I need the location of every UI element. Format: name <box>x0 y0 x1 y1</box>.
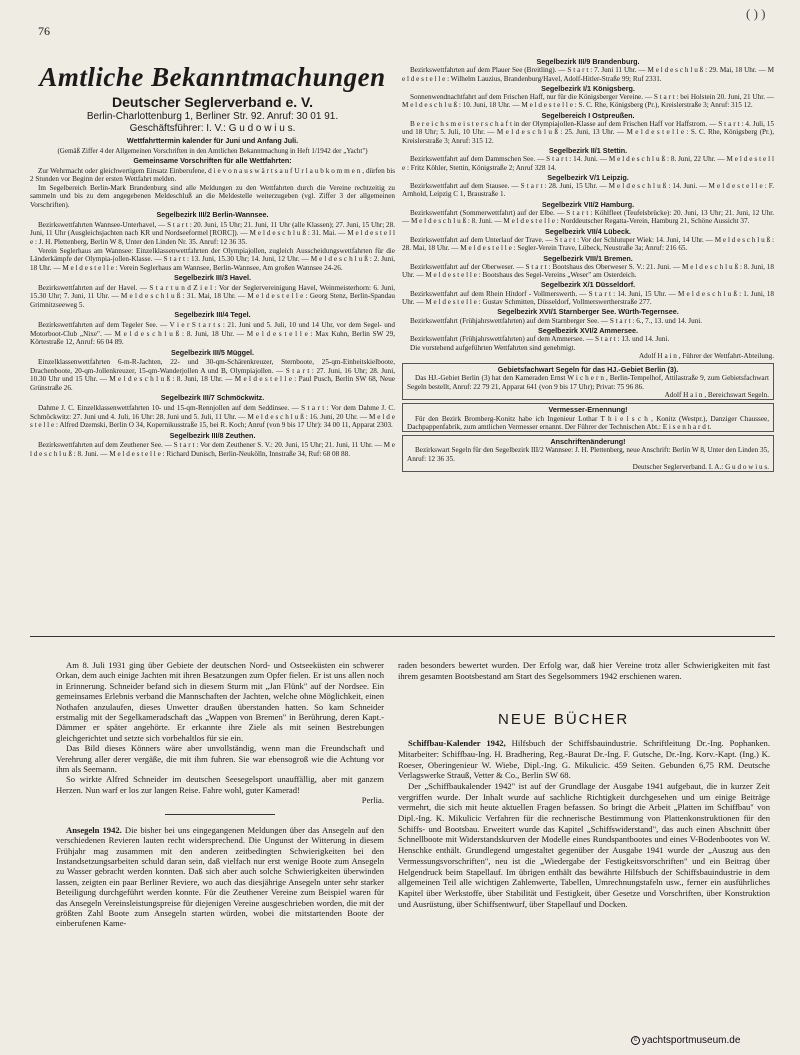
copyright-icon: c <box>631 1036 640 1045</box>
heading-district: Segelbezirk III/8 Zeuthen. <box>169 430 256 440</box>
announcements-right-column <box>402 56 774 622</box>
watermark <box>628 1034 743 1047</box>
paragraph: Verein Seglerhaus am Wannsee: Einzelklassenwettfahrten der Olympiajollen, zugleich Ausscheidungswettfahrten für die Länderkämpfe der Olympia-jollen-Klasse. — S t a r t : 13. Juni, 15.30 Uhr; 14. Juni, 12 Uhr. — M e l d e s c h l u ß : 2. Juni, 18 Uhr. — M e l d e s t e l l e : Verein Seglerhaus am Wannsee, Berlin-Wannsee, Am großen Wannsee 24-26. <box>30 246 395 272</box>
notice-box-surveyor <box>402 403 774 432</box>
paragraph: Bezirkswettfahrten auf dem Zeuthener See. — S t a r t : Vor dem Zeuthener S. V.: 20. Juni, 15 Uhr; 21. Juni, 11 Uhr. — M e l d e s c h l u ß : 8. Juni. — M e l d e s t e l l e : Richard Dunisch, Berlin-Neukölln, Innstraße 34, Ruf: 68 08 88. <box>30 441 395 458</box>
paragraph: Das HJ.-Gebiet Berlin (3) hat den Kameraden Ernst W i c h e r n , Berlin-Tempelhof, Attilastraße 9, zum Gebietsfachwart Segeln bestellt, Anruf: 22 79 21, Apparat 641 (von 9 bis 17 Uhr); Privat: 75 96 86. <box>407 374 769 391</box>
heading-district: Segelbezirk V/1 Leipzig. <box>547 172 629 182</box>
heading-district: Segelbezirk III/9 Brandenburg. <box>536 57 640 66</box>
short-divider <box>165 814 275 815</box>
paragraph: Bezirkswettfahrt (Frühjahrswettfahrten) auf dem Starnberger See. — S t a r t : 6., 7., 13. und 14. Juni. <box>410 316 703 325</box>
paragraph: Dahme J. C. Einzelklassenwettfahrten 10- und 15-qm-Rennjollen auf dem Seddinsee. — S t a r t : Vor dem Dahme J. C. Schmöckwitz: 27. Juni und 4. Juli, 16 Uhr: 28. Juni und 5. Juli, 11 Uhr. — M e l d e s c h l u ß : 16. Juni, 20 Uhr. — M e l d e s t e l l e : Alfred Dzemski, Berlin O 34, Kopernikusstraße 15, bei R. Koch; Anruf (von 9 bis 17 Uhr): 34 00 11, Apparat 2303. <box>30 404 395 430</box>
paragraph: Bezirkswettfahrt auf dem Dammschen See. — S t a r t : 14. Juni. — M e l d e s c h l u ß : 8. Juni, 22 Uhr. — M e l d e s t e l l e : Fritz Köhler, Stettin, Königstraße 2; Anruf 328 14. <box>402 155 774 172</box>
page-number: 76 <box>38 24 50 38</box>
lead-in: Ansegeln 1942. <box>66 824 122 835</box>
paragraph: Die vorstehend aufgeführten Wettfahrten sind genehmigt. <box>410 343 576 352</box>
heading-district: Segelbezirk III/4 Tegel. <box>174 310 251 320</box>
paragraph: Im Segelbereich Berlin-Mark Brandenburg sind alle Meldungen zu den Wettfahrten durch die Vereine rechtzeitig zu sammeln und bis zu dem angegebenen Meldeschluß an die Meldestelle weiterzugeben (vgl. Ziffer 3 der allgemeinen Vorschriften). <box>30 183 395 209</box>
heading-district: Segelbezirk III/5 Müggel. <box>170 347 255 357</box>
paragraph-ansegeln <box>56 825 384 929</box>
signature: Adolf H a i n , Bereichswart Segeln. <box>664 390 769 399</box>
paragraph: Bezirkswettfahrten auf dem Plauer See (Breitling). — S t a r t : 7. Juni 11 Uhr. — M e l d e s c h l u ß : 29. Mai, 18 Uhr. — M e l d e s t e l l e : Wilhelm Lauzius, Brandenburg/Havel, Adolf-Hitler-Straße 99; Ruf 2331. <box>402 66 774 83</box>
paragraph: Bezirkswettfahrt auf dem Rhein Hitdorf - Vollmerswerth. — S t a r t : 14. Juni, 15 Uhr. — M e l d e s c h l u ß : 1. Juni, 18 Uhr. — M e l d e s t e l l e : Gustav Schmitten, Düsseldorf, Vollmerswertherstraße 277. <box>402 289 774 307</box>
heading-district: Segelbezirk I/1 Königsberg. <box>541 83 635 93</box>
obituary-column <box>56 660 384 1050</box>
paragraph: Bezirkswettfahrten auf dem Tegeler See. — V i e r S t a r t s : 21. Juni und 5. Juli, 10 und 14 Uhr, vor dem Segel- und Motorboot-Club „Nixe". — M e l d e s c h l u ß : 8. Juni, 18 Uhr. — M e l d e s t e l l e : Max Kuhn, Berlin SW 29, Körtestraße 12, Anruf: 66 04 89. <box>30 321 395 347</box>
heading-notice: Anschriftenänderung! <box>550 437 626 447</box>
paragraph: B e r e i c h s m e i s t e r s c h a f t in der Olympiajollen-Klasse auf dem Frischen Haff vor Haffstrom. — S t a r t : 4. Juli, 15 und 18 Uhr; 5. Juli, 10 Uhr. — M e l d e s c h l u ß : 25. Juni, 13 Uhr. — M e l d e s t e l l e : S. C. Rhe, Königsberg (Pr.), Kreislerstraße 3; Anruf: 315 12. <box>402 120 774 145</box>
heading-district: Segelbezirk III/7 Schmöckwitz. <box>160 393 265 403</box>
heading-district: Segelbezirk XVI/1 Starnberger See. Würth-Tegernsee. <box>497 307 679 317</box>
paragraph: Bezirkswettfahrt (Frühjahrswettfahrten) auf dem Ammersee. — S t a r t : 13. und 14. Juni. <box>410 335 670 344</box>
corner-mark: ( ) ) <box>746 6 766 21</box>
paragraph: Einzelklassenwettfahrten 6-m-R-Jachten, 22- und 30-qm-Schärenkreuzer, Sternboote, 25-qm-Einheitskielboote, Drachenboote, 20-qm-Jollenkreuzer, 15-qm-Wanderjollen A und B, Olympiajollen. — S t a r t : 27. Juni, 16 Uhr; 28. Juni, 10.30 Uhr und 15 Uhr. — M e l d e s c h l u ß : 8. Juni, 18 Uhr. — M e l d e s t e l l e : Paul Pusch, Berlin SW 68, Neue Grünstraße 26. <box>30 358 395 392</box>
heading-district: Segelbezirk XVI/2 Ammersee. <box>537 325 638 335</box>
heading-common-rules: Gemeinsame Vorschriften für alle Wettfahrten: <box>133 156 292 165</box>
book-details: Hilfsbuch der Schiffsbauindustrie. Schriftleitung Dr.-Ing. Pophanken. Mitarbeiter: Schiffbau-Ing. H. Bradhering, Reg.-Baurat Dr.-Ing. F. Gutsche, Dr.-Ing. Korv.-Kapt. (Ing.) K. Roeser, Oberingenieur W. Wiebe, Dipl.-Ing. G. Mikulicic. 459 Seiten. Gebunden 6,75 RM. Deutsche Verlagswerke Strauß, Vetter & Co., Berlin SW 68. <box>398 738 770 781</box>
author-signature: Perlia. <box>361 795 384 806</box>
organization-name: Deutscher Seglerverband e. V. <box>111 94 314 110</box>
notice-box-address-change <box>402 435 774 472</box>
paragraph: Der „Schiffbaukalender 1942" ist auf der Grundlage der Ausgabe 1941 aufgebaut, die in kurzer Zeit vergriffen wurde. Der Inhalt wurde auf sachliche Richtigkeit durchgesehen und um einige Beiträge vermehrt, die sich mit heute aktuellen Fragen befassen. So bringt die Arbeit „Platten im Schiffbau" von Dipl.-Ing. K. Mikulicic Verfahren für die rechnerische Bestimmung von Plattenkonstruktionen für den Schiffs- und Bootsbau. Erweitert wurde das Kapitel „Schiffswiderstand", das auch einen Abschnitt über Schnellboote mit Widerstandskurven der Modelle eines Rundspantbootes und eines V-Bodenbootes von W. Henschke enthält. Grundlegend umgestaltet gegenüber der Ausgabe 1941 wurde der „Auszug aus den Vermessungsvorschriften", neu ist die „Wiedergabe der Festigkeitsvorschriften" und ein Beitrag über Helgendruck beim Stapellauf. Im übrigen enthält das bewährte Hilfsbuch der Schiffsbauindustrie in dem allgemeinen Teil alle wichtigen Zahlenwerte, Tabellen, Umrechnungstafeln usw., ferner ein ausführliches Kapitel über Werkstoffe, über Stabilität und Festigkeit, über Gesetze und Vorschriften, über Konstruktion und Ausrüstung, über Schiffsentwurf, über Stapellauf und Docken. <box>398 780 770 909</box>
paragraph: Bezirkswettfahrt auf dem Unterlauf der Trave. — S t a r t : Vor der Schlutuper Wiek: 14. Juni, 14 Uhr. — M e l d e s c h l u ß : 28. Mai, 18 Uhr. — M e l d e s t e l l e : Segler-Verein Trave, Lübeck, Neustraße 3a; Anruf: 216 65. <box>402 235 774 253</box>
organization-manager: Geschäftsführer: I. V.: G u d o w i u s. <box>129 123 296 134</box>
organization-address: Berlin-Charlottenburg 1, Berliner Str. 92. Anruf: 30 01 91. <box>86 111 339 122</box>
paragraph: Bezirkswettfahrten auf der Havel. — S t a r t u n d Z i e l : Vor der Seglervereinigung Havel, Weinmeisterhorn: 6. Juni, 15.30 Uhr; 7. Juni, 11 Uhr. — M e l d e s c h l u ß : 31. Mai, 18 Uhr. — M e l d e s t e l l e : Georg Stenz, Berlin-Spandau Grimnitzseeweg 5. <box>30 283 395 309</box>
heading-district: Segelbezirk VIII/1 Bremen. <box>543 253 633 263</box>
paragraph: Bezirkswettfahrt (Sommerwettfahrt) auf der Elbe. — S t a r t : Köhlfleet (Teufelsbrücke): 20. Juni, 13 Uhr; 21. Juni, 12 Uhr. — M e l d e s c h l u ß : 8. Juni. — M e l d e s t e l l e : Norddeutscher Regatta-Verein, Hamburg 21, Schöne Aussicht 37. <box>402 209 774 226</box>
paragraph: Das Bild dieses Könners wäre aber unvollständig, wenn man die Freundschaft und Verehrung aller derer vergäße, die mit ihm fuhren. Sie war ebensogroß wie die Achtung vor ihm als Seemann. <box>56 743 384 775</box>
heading-district: Segelbezirk X/1 Düsseldorf. <box>540 280 636 290</box>
paragraph: Für den Bezirk Bromberg-Konitz habe ich Ingenieur Lothar T h i e l s c h , Konitz (Westpr.), Danziger Chaussee, Dachpappenfabrik, zum amtlichen Vermesser ernannt. Der Führer der Technischen Abt.: E i s e n h a r d t. <box>407 414 769 431</box>
signature: Adolf H a i n , Führer der Wettfahrt-Abteilung. <box>638 351 774 360</box>
paragraph-text: Die bisher bei uns eingegangenen Meldungen über das Ansegeln auf den verschiedenen Revieren lauten recht widersprechend. Die Ungunst der Witterung in diesem Frühjahr mag zusammen mit den anderen zeitbedingten Schwierigkeiten bei den Instandsetzungsarbeiten schuld daran sein, daß vielfach nur erst wenige Boote zum Ansegeln zu Wasser gebracht werden konnten. Daß sich aber auch solche Schwierigkeiten überwinden lassen, zeigten ein paar Berliner Reviere, wo auch das diesjährige Ansegeln unter sehr starker Beteiligung durchgeführt werden konnte. Für die Zeuthener Vereine zum Beispiel waren für das Ansegeln Vereinsleistungspreise für diejenigen Vereine ausgeschrieben worden, die mit der größten Zahl Boote zum Ansegeln starten würden, wobei die mitstartenden Boote der einberufenen Kame- <box>56 824 384 929</box>
section-title: Amtliche Bekanntmachungen <box>39 62 386 92</box>
announcements-left-column <box>30 62 395 622</box>
paragraph: Sonnenwendnachtfahrt auf dem Frischen Haff, nur für die Königsberger Vereine. — S t a r t : bei Holstein 20. Juni, 21 Uhr. — M e l d e s c h l u ß : 10. Juni, 18 Uhr. — M e l d e s t e l l e : S. C. Rhe, Königsberg (Pr.), Kreislerstraße 3; Anruf: 315 12. <box>402 93 774 110</box>
heading-calendar: Wettfahrttermin kalender für Juni und Anfang Juli. <box>126 136 299 145</box>
paragraph: Bezirkswart Segeln für den Segelbezirk III/2 Wannsee: J. H. Plettenberg, neue Anschrift: Berlin W 8, Unter den Linden 35, Anruf: 12 36 35. <box>407 446 769 463</box>
heading-notice: Vermesser-Ernennung! <box>548 405 628 415</box>
books-heading: NEUE BÜCHER <box>498 711 630 729</box>
heading-district: Segelbezirk II/1 Stettin. <box>548 145 628 155</box>
watermark-text: yachtsportmuseum.de <box>642 1035 741 1046</box>
paragraph: Zur Wehrmacht oder gleichwertigem Einsatz Einberufene, d i e v o n a u s w ä r t s a u f U r l a u b k o m m e n , dürfen bis 2 Stunden vor Beginn der ersten Wettfahrt melden. <box>30 166 395 184</box>
heading-district: Segelbezirk III/3 Havel. <box>173 273 252 283</box>
book-entry <box>398 738 770 781</box>
heading-district: Segelbereich I Ostpreußen. <box>541 110 635 120</box>
heading-district: Segelbezirk VII/2 Hamburg. <box>541 199 635 209</box>
paragraph: raden besonders bewertet wurden. Der Erfolg war, daß hier Vereine trotz aller Schwierigkeiten mit fast ihrem gesamten Bootsbestand am Start des Segelsommers 1942 erschienen waren. <box>398 660 770 681</box>
paragraph: Bezirkswettfahrt auf der Oberweser. — S t a r t : Bootshaus des Oberweser S. V.: 21. Juni. — M e l d e s c h l u ß : 8. Juni, 18 Uhr. — M e l d e s t e l l e : Bootshaus des Segel-Vereins „Weser" am Osterdeich. <box>402 262 774 280</box>
section-divider <box>30 636 775 637</box>
signature: Deutscher Seglerverband. I. A.: G u d o w i u s. <box>632 463 769 472</box>
book-title: Schiffbau-Kalender 1942, <box>408 738 506 749</box>
paragraph: Bezirkswettfahrt auf dem Stausee. — S t a r t : 28. Juni, 15 Uhr. — M e l d e s c h l u ß : 14. Juni. — M e l d e s t e l l e : F. Arnhold, Leipzig C 1, Braustraße 1. <box>402 182 774 199</box>
notice-box-hj <box>402 363 774 400</box>
paragraph: So wirkte Alfred Schneider im deutschen Seesegelsport unauffällig, aber mit ganzem Herzen. Nun warf er los zur langen Reise. Fahre wohl, guter Kamerad! <box>56 774 384 795</box>
books-column <box>398 660 770 1040</box>
paragraph: Bezirkswettfahrten Wannsee-Unterhavel, — S t a r t : 20. Juni, 15 Uhr; 21. Juni, 11 Uhr (alle Klassen); 27. Juni, 15 Uhr; 28. Juni, 11 Uhr (Ausgleichsjachten nach KR und Nordseeformel [RORC]). — M e l d e s c h l u ß : 31. Mai. — M e l d e s t e l l e : J. H. Plettenberg, Berlin W 8, Unter den Linden Nr. 35. Anruf: 12 36 35. <box>30 220 395 247</box>
heading-district: Segelbezirk III/2 Berlin-Wannsee. <box>156 210 269 220</box>
paragraph: Am 8. Juli 1931 ging über Gebiete der deutschen Nord- und Ostseeküsten ein schwerer Orkan, dem auch einige Jachten mit ihren Besatzungen zum Opfer fielen. Er ist uns allen noch in Erinnerung. Schneider befand sich in diesem Sturm mit „Jan Flünk" auf der Nordsee. Ein gemeinsames Erlebnis verband die Mannschaften der Jachten, welche ohne Möglichkeit, einen Nothafen anzulaufen, dieses Unwetter draußen überstanden hatten. So kam Schneider erstmalig mit der Segelkameradschaft das „Wappen von Bremen" in Berührung, deren Kapt.-Dämmer er später angehörte. Er erkannte ihre Ziele als mit seinen Bestrebungen gleichgerichtet und setzte sich vorbehaltlos für sie ein. <box>56 660 384 743</box>
heading-notice: Gebietsfachwart Segeln für das HJ.-Gebiet Berlin (3). <box>497 365 679 375</box>
heading-district: Segelbezirk VII/4 Lübeck. <box>545 226 631 236</box>
calendar-note: (Gemäß Ziffer 4 der Allgemeinen Vorschriften in den Amtlichen Bekanntmachung in Heft 1/1942 der „Yacht") <box>57 146 368 155</box>
